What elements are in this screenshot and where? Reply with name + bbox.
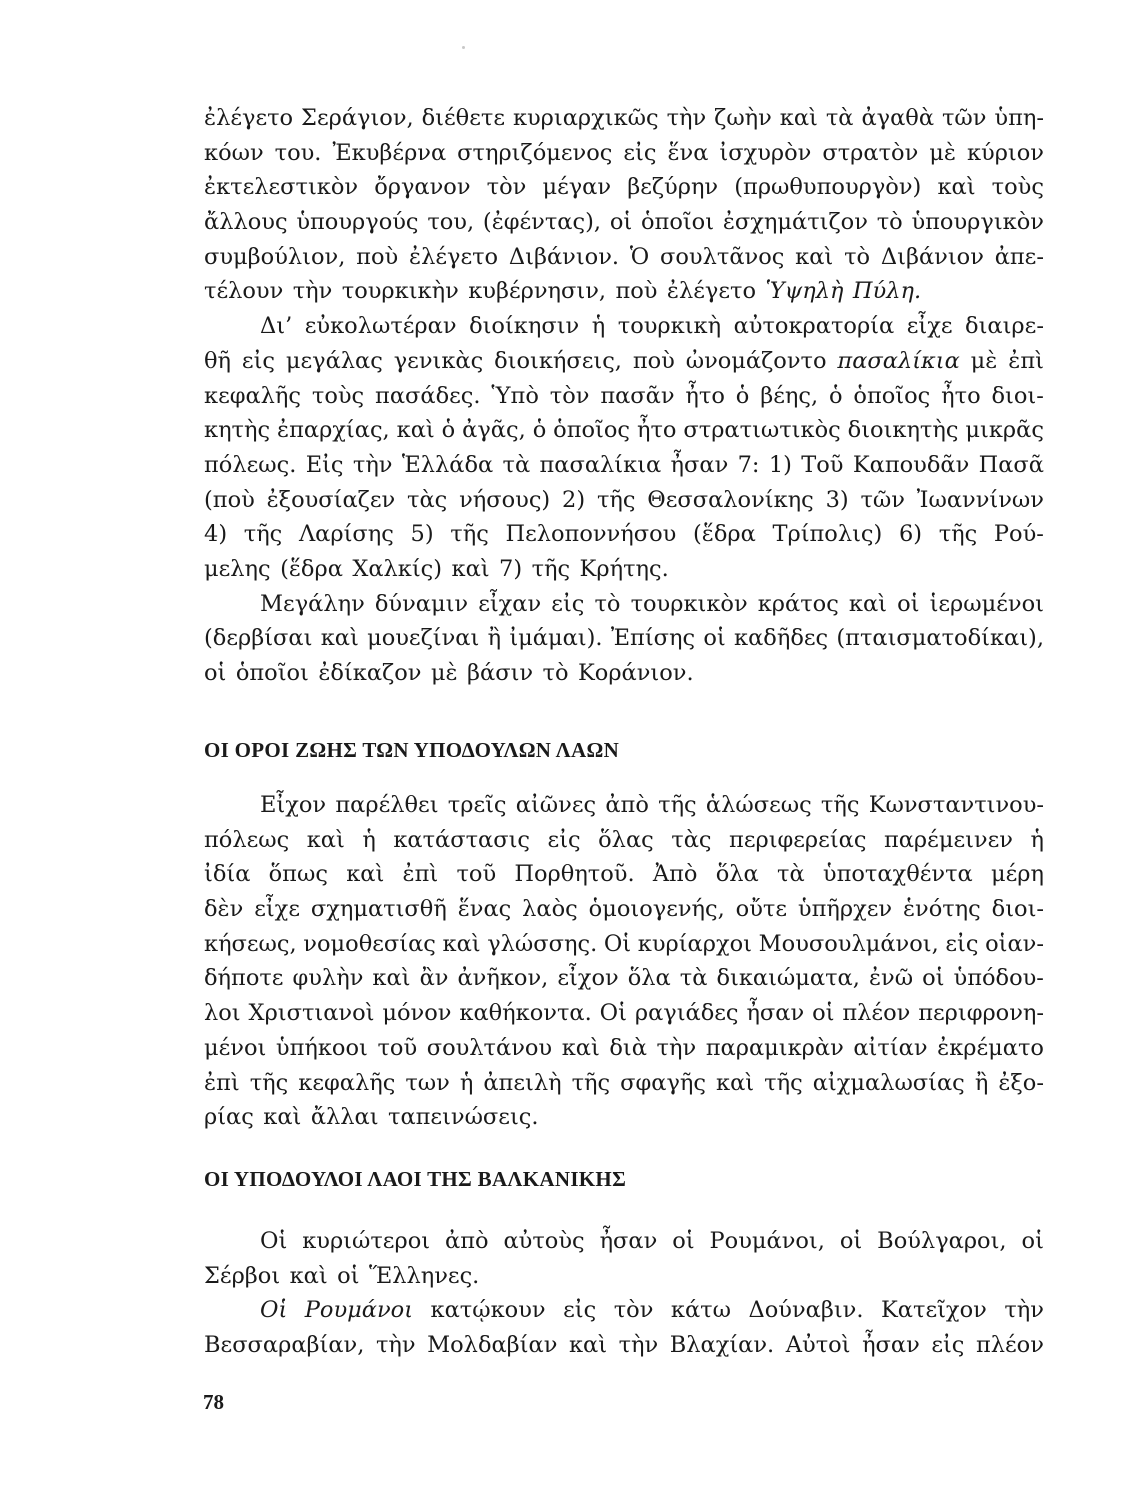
text-line: ἐλέγετο Σεράγιον, διέθετε κυριαρχικῶς τὴν ζωὴν καὶ τὰ ἀγαθὰ τῶν ὑπη- [204,105,1044,131]
text-line: ἄλλους ὑπουργούς του, (ἐφέντας), οἱ ὁποῖοι ἐσχημάτιζον τὸ ὑπουργικὸν [204,209,1044,236]
text-line: Εἶχον παρέλθει τρεῖς αἰῶνες ἀπὸ τῆς ἁλώσεως τῆς Κωνσταντινου- [260,792,1044,818]
text-line: Δι’ εὐκολωτέραν διοίκησιν ἡ τουρκικὴ αὐτοκρατορία εἶχε διαιρε- [260,313,1044,340]
text-line: (δερβίσαι καὶ μουεζίναι ἢ ἰμάμαι). Ἐπίσης οἱ καδῆδες (πταισματοδίκαι), [204,625,1044,652]
text-line: Μεγάλην δύναμιν εἶχαν εἰς τὸ τουρκικὸν κράτος καὶ οἱ ἱερωμένοι [260,590,1044,617]
text-line: Βεσσαραβίαν, τὴν Μολδαβίαν καὶ τὴν Βλαχίαν. Αὐτοὶ ἦσαν εἰς πλέον [204,1332,1044,1359]
text-line: κεφαλῆς τοὺς πασάδες. Ὑπὸ τὸν πασᾶν ἦτο ὁ βέης, ὁ ὁποῖος ἦτο διοι- [204,382,1044,409]
section-heading-balkan-peoples: ΟΙ ΥΠΟΔΟΥΛΟΙ ΛΑΟΙ ΤΗΣ ΒΑΛΚΑΝΙΚΗΣ [204,1167,627,1191]
text-line: μελης (ἕδρα Χαλκίς) καὶ 7) τῆς Κρήτης. [204,555,669,582]
text-line: ἐκτελεστικὸν ὄργανον τὸν μέγαν βεζύρην (πρωθυπουργὸν) καὶ τοὺς [204,174,1044,201]
text-line: ἐπὶ τῆς κεφαλῆς των ἡ ἀπειλὴ τῆς σφαγῆς καὶ τῆς αἰχμαλωσίας ἢ ἐξο- [204,1069,1044,1096]
text-line: Οἱ Ρουμάνοι κατῴκουν εἰς τὸν κάτω Δούναβιν. Κατεῖχον τὴν [260,1297,1044,1324]
paragraph-block-living-conditions [204,788,1044,1135]
text-line: συμβούλιον, ποὺ ἐλέγετο Διβάνιον. Ὁ σουλτᾶνος καὶ τὸ Διβάνιον ἀπε- [204,243,1044,270]
text-line: πόλεως. Εἰς τὴν Ἑλλάδα τὰ πασαλίκια ἦσαν 7: 1) Τοῦ Καπουδᾶν Πασᾶ [204,451,1044,478]
paragraph-block-balkan-peoples [204,1224,1044,1363]
text-line: τέλουν τὴν τουρκικὴν κυβέρνησιν, ποὺ ἐλέγετο Ὑψηλὴ Πύλη. [204,278,922,305]
text-line: λοι Χριστιανοὶ μόνον καθήκοντα. Οἱ ραγιάδες ἦσαν οἱ πλέον περιφρονη- [204,1000,1044,1027]
text-line: θῆ εἰς μεγάλας γενικὰς διοικήσεις, ποὺ ὠνομάζοντο πασαλίκια μὲ ἐπὶ [204,347,1044,374]
speck [462,46,465,49]
text-line: ἰδία ὅπως καὶ ἐπὶ τοῦ Πορθητοῦ. Ἀπὸ ὅλα τὰ ὑποταχθέντα μέρη [204,861,1044,888]
page-number: 78 [203,1390,224,1414]
text-line: μένοι ὑπήκοοι τοῦ σουλτάνου καὶ διὰ τὴν παραμικρὰν αἰτίαν ἐκρέματο [204,1034,1044,1061]
text-line: οἱ ὁποῖοι ἐδίκαζον μὲ βάσιν τὸ Κοράνιον. [204,660,694,686]
paragraph-block-ottoman-administration [204,101,1044,691]
text-line: κητὴς ἐπαρχίας, καὶ ὁ ἀγᾶς, ὁ ὁποῖος ἦτο στρατιωτικὸς διοικητὴς μικρᾶς [204,417,1044,444]
text-line: Σέρβοι καὶ οἱ Ἕλληνες. [204,1262,480,1289]
section-heading-living-conditions: ΟΙ ΟΡΟΙ ΖΩΗΣ ΤΩΝ ΥΠΟΔΟΥΛΩΝ ΛΑΩΝ [204,738,620,762]
text-line: ρίας καὶ ἄλλαι ταπεινώσεις. [204,1104,539,1131]
text-line: κήσεως, νομοθεσίας καὶ γλώσσης. Οἱ κυρίαρχοι Μουσουλμάνοι, εἰς οἱαν- [204,930,1044,957]
text-line: 4) τῆς Λαρίσης 5) τῆς Πελοποννήσου (ἕδρα Τρίπολις) 6) τῆς Ρού- [204,521,1044,548]
text-line: (ποὺ ἐξουσίαζεν τὰς νήσους) 2) τῆς Θεσσαλονίκης 3) τῶν Ἰωαννίνων [204,486,1044,513]
text-line: Οἱ κυριώτεροι ἀπὸ αὐτοὺς ἦσαν οἱ Ρουμάνοι, οἱ Βούλγαροι, οἱ [260,1228,1044,1254]
text-line: πόλεως καὶ ἡ κατάστασις εἰς ὅλας τὰς περιφερείας παρέμεινεν ἡ [204,826,1044,853]
text-line: κόων του. Ἐκυβέρνα στηριζόμενος εἰς ἕνα ἰσχυρὸν στρατὸν μὲ κύριον [204,139,1044,166]
text-line: δὲν εἶχε σχηματισθῆ ἕνας λαὸς ὁμοιογενής, οὔτε ὑπῆρχεν ἑνότης διοι- [204,896,1044,923]
text-line: δήποτε φυλὴν καὶ ἂν ἀνῆκον, εἶχον ὅλα τὰ δικαιώματα, ἐνῶ οἱ ὑπόδου- [204,965,1044,992]
